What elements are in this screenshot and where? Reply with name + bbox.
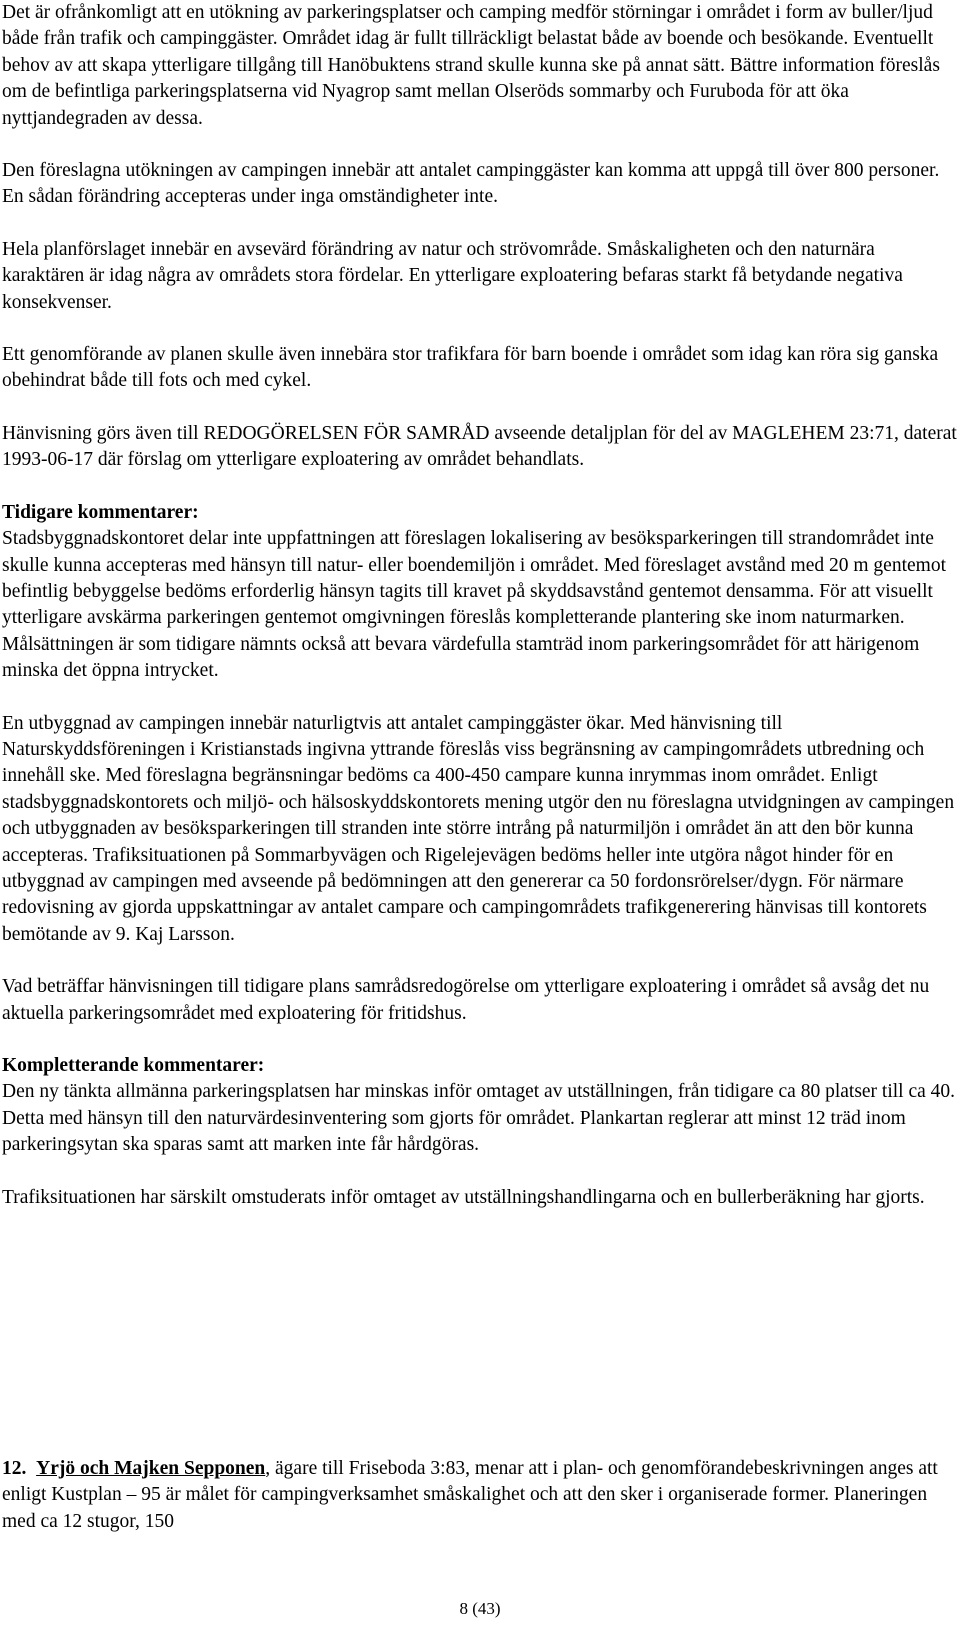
paragraph: Trafiksituationen har särskilt omstuderats inför omtaget av utställningshandlingarna och en bullerberäkning har gjorts. [2, 1186, 925, 1208]
paragraph: En utbyggnad av campingen innebär naturligtvis att antalet campinggäster ökar. Med hänvisning till Naturskyddsföreningen i Kristianstads ingivna yttrande föreslås viss begränsning av campingområdets utbredning och innehåll ske. Med föreslagna begränsningar bedöms ca 400-450 campare kunna inrymmas inom området. Enligt stadsbyggnadskontorets och miljö- och hälsoskyddskontorets mening utgör den nu föreslagna utvidgningen av campingen och utbyggnaden av besöksparkeringen till stranden inte större intrång på naturmiljön i området än att den bör kunna accepteras. Trafiksituationen på Sommarbyvägen och Rigelejevägen bedöms heller inte utgöra något hinder för en utbyggnad av campingen med avseende på bedömningen att den genererar ca 50 fordonsrörelser/dygn. För närmare redovisning av gjorda uppskattningar av antalet campare och campingområdets trafikgenerering hänvisas till kontorets bemötande av 9. Kaj Larsson. [2, 712, 955, 945]
entry-text: ägare till Friseboda 3:83, menar att i plan- och genomförandebeskrivningen anges att enligt Kustplan – 95 är målet för campingverksamhet småskalighet och att den sker i organiserade former. Planeringen med ca 12 stugor, 150 [2, 1458, 938, 1532]
paragraph: Den föreslagna utökningen av campingen innebär att antalet campinggäster kan komma att uppgå till över 800 personer. En sådan förändring accepteras under inga omständigheter inte. [2, 160, 940, 208]
section-heading-kompletterande: Kompletterande kommentarer: [2, 1055, 265, 1076]
entry-name: Yrjö och Majken Sepponen [36, 1458, 266, 1479]
entry-separator: , [265, 1458, 271, 1479]
paragraph: Den ny tänkta allmänna parkeringsplatsen har minskas inför omtaget av utställningen, från tidigare ca 80 platser till ca 40. Detta med hänsyn till den naturvärdesinventering som gjorts för området. Plankartan reglerar att minst 12 träd inom parkeringsytan ska sparas samt att marken inte får hårdgöras. [2, 1081, 956, 1156]
paragraph: Hänvisning görs även till REDOGÖRELSEN FÖR SAMRÅD avseende detaljplan för del av MAGLEHEM 23:71, daterat 1993-06-17 där förslag om ytterligare exploatering av området behandlats. [2, 422, 957, 471]
paragraph: Stadsbyggnadskontoret delar inte uppfattningen att föreslagen lokalisering av besöksparkeringen till strandområdet inte skulle kunna accepteras med hänsyn till natur- eller boendemiljön i området. Med föreslaget avstånd med 20 m gentemot befintlig bebyggelse bedöms erforderlig hänsyn tagits till kravet på skyddsavstånd gentemot densamma. För att visuellt ytterligare avskärma parkeringen gentemot omgivningen föreslås kompletterande plantering ske inom naturmarken. Målsättningen är som tidigare nämnts också att bevara värdefulla stamträd inom parkeringsområdet för att härigenom minska det öppna intrycket. [2, 528, 946, 682]
paragraph: Det är ofrånkomligt att en utökning av parkeringsplatser och camping medför störningar i området i form av buller/ljud både från trafik och campinggäster. Området idag är fullt tillräckligt belastat både av boende och besökande. Eventuellt behov av att skapa ytterligare tillgång till Hanöbuktens strand skulle kunna ske på annat sätt. Bättre information föreslås om de befintliga parkeringsplatserna vid Nyagrop samt mellan Olseröds sommarby och Furuboda för att öka nyttjandegraden av dessa. [2, 2, 940, 129]
paragraph: Hela planförslaget innebär en avsevärd förändring av natur och strövområde. Småskaligheten och den naturnära karaktären är idag några av områdets stora fördelar. En ytterligare exploatering befaras starkt få betydande negativa konsekvenser. [2, 238, 903, 313]
entry-number: 12. [2, 1458, 27, 1479]
page-number: 8 (43) [459, 1599, 501, 1618]
section-heading-tidigare: Tidigare kommentarer: [2, 501, 199, 523]
paragraph: Ett genomförande av planen skulle även innebära stor trafikfara för barn boende i området som idag kan röra sig ganska obehindrat både till fots och med cykel. [2, 344, 939, 392]
paragraph: Vad beträffar hänvisningen till tidigare plans samrådsredogörelse om ytterligare exploatering i området så avsåg det nu aktuella parkeringsområdet med exploatering för fritidshus. [2, 976, 930, 1024]
entry-12 [2, 1456, 958, 1535]
